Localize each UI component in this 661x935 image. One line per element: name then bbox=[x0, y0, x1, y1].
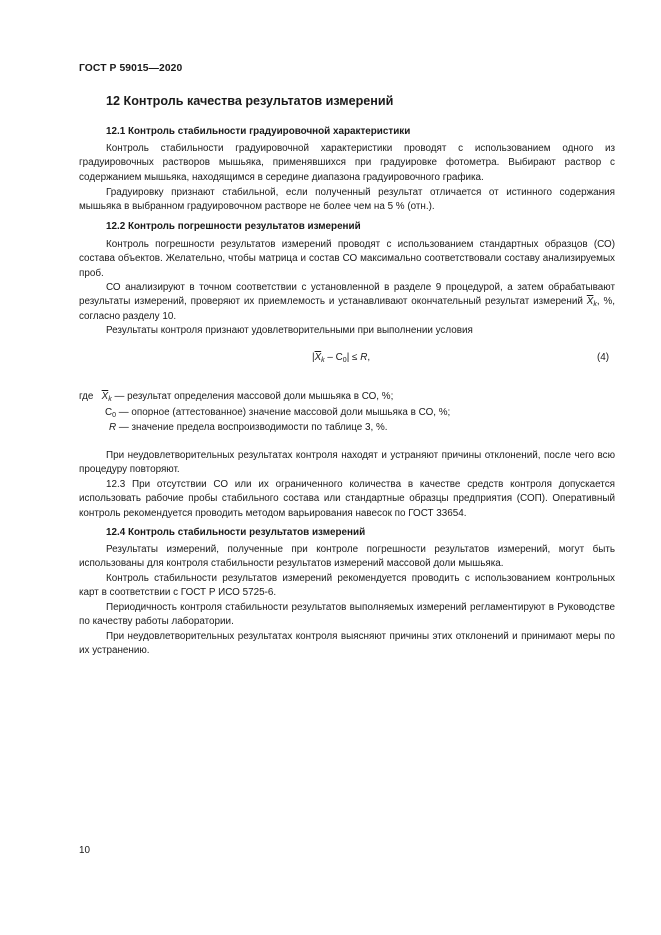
paragraph-12-2-2 bbox=[79, 281, 615, 324]
definition-r-text: — значение предела воспроизводимости по таблице 3, %. bbox=[116, 422, 388, 433]
paragraph-12-4-4: При неудовлетворительных результатах контроля выясняют причины этих отклонений и принимают меры по их устранению. bbox=[79, 631, 615, 657]
definition-c-subscript: 0 bbox=[112, 412, 117, 419]
paragraph-12-2-1: Контроль погрешности результатов измерений проводят с использованием стандартных образцов (СО) состава объектов. Желательно, чтобы матрица и состав СО максимально соответствовали составу анализируемых проб. bbox=[79, 239, 615, 279]
paragraph-12-2-3: Результаты контроля признают удовлетворительными при выполнении условия bbox=[106, 325, 473, 336]
definition-c-text: — опорное (аттестованное) значение массовой доли мышьяка в СО, %; bbox=[116, 407, 451, 418]
paragraph-12-1-2: Градуировку признают стабильной, если полученный результат отличается от истинного содержания мышьяка в выбранном градуировочном растворе не более чем на 5 % (отн.). bbox=[79, 187, 615, 213]
section-title: 12 Контроль качества результатов измерений bbox=[106, 94, 394, 108]
symbol-k-subscript: k bbox=[593, 301, 597, 309]
paragraph-12-3: 12.3 При отсутствии СО или их ограниченного количества в качестве средств контроля допускается использовать рабочие пробы стабильного состава или стандартные образцы предприятия (СОП). Оперативный контроль рекомендуется проводить методом варьирования навесок по ГОСТ 33654. bbox=[79, 479, 615, 519]
definition-k-subscript: k bbox=[108, 396, 112, 403]
definition-c-symbol: C bbox=[105, 407, 113, 418]
paragraph-12-1-1: Контроль стабильности градуировочной характеристики проводят с использованием одного из градуировочных растворов мышьяка, применявшихся при градуировке фотометра. Выбирают раствор с содержанием мышьяка, находящимся в середине диапазона градуировочного графика. bbox=[79, 143, 615, 183]
formula-le: | ≤ bbox=[346, 352, 361, 363]
formula-r: R bbox=[360, 352, 368, 363]
document-header: ГОСТ Р 59015—2020 bbox=[79, 63, 183, 74]
formula-x-bar: $\overline{X}$ bbox=[314, 352, 322, 363]
definition-x-bar bbox=[79, 391, 393, 402]
definition-r bbox=[109, 422, 388, 433]
formula-minus-c: – C bbox=[324, 352, 343, 363]
subsection-title-12-2: 12.2 Контроль погрешности результатов измерений bbox=[106, 221, 361, 232]
formula-comma: , bbox=[367, 352, 371, 363]
definition-r-symbol: R bbox=[109, 422, 117, 433]
definition-where: где bbox=[79, 391, 94, 402]
formula-4 bbox=[312, 352, 370, 363]
paragraph-12-2-2-text-b: , %, согласно разделу 10. bbox=[79, 296, 616, 322]
page-number: 10 bbox=[79, 845, 90, 856]
formula-zero-subscript: 0 bbox=[342, 357, 347, 364]
paragraph-12-4-3: Периодичность контроля стабильности результатов выполняемых измерений регламентируют в Руководстве по качеству работы лаборатории. bbox=[79, 602, 615, 628]
paragraph-12-4-1: Результаты измерений, полученные при контроле погрешности результатов измерений, могут быть использованы для контроля стабильности результатов измерений массовой доли мышьяка. bbox=[79, 544, 615, 570]
symbol-x-bar: $\overline{X}$ bbox=[586, 296, 594, 308]
subsection-title-12-4: 12.4 Контроль стабильности результатов измерений bbox=[106, 527, 366, 538]
subsection-title-12-1: 12.1 Контроль стабильности градуировочной характеристики bbox=[106, 126, 411, 137]
paragraph-12-2-2-text-a: СО анализируют в точном соответствии с установленной в разделе 9 процедурой, а затем обрабатывают результаты измерений, проверяют их приемлемость и устанавливают окончательный результат измерений bbox=[79, 282, 615, 308]
paragraph-12-4-2: Контроль стабильности результатов измерений рекомендуется проводить с использованием контрольных карт в соответствии с ГОСТ Р ИСО 5725-6. bbox=[79, 573, 615, 599]
formula-abs-open: | bbox=[312, 352, 315, 363]
paragraph-12-2-4: При неудовлетворительных результатах контроля находят и устраняют причины отклонений, после чего всю процедуру повторяют. bbox=[79, 450, 615, 476]
formula-k-subscript: k bbox=[321, 357, 325, 364]
definition-c0 bbox=[105, 407, 450, 418]
formula-number: (4) bbox=[597, 352, 610, 363]
definition-x-text: — результат определения массовой доли мышьяка в СО, %; bbox=[111, 391, 394, 402]
definition-x-symbol: $\overline{X}$ bbox=[101, 391, 109, 402]
